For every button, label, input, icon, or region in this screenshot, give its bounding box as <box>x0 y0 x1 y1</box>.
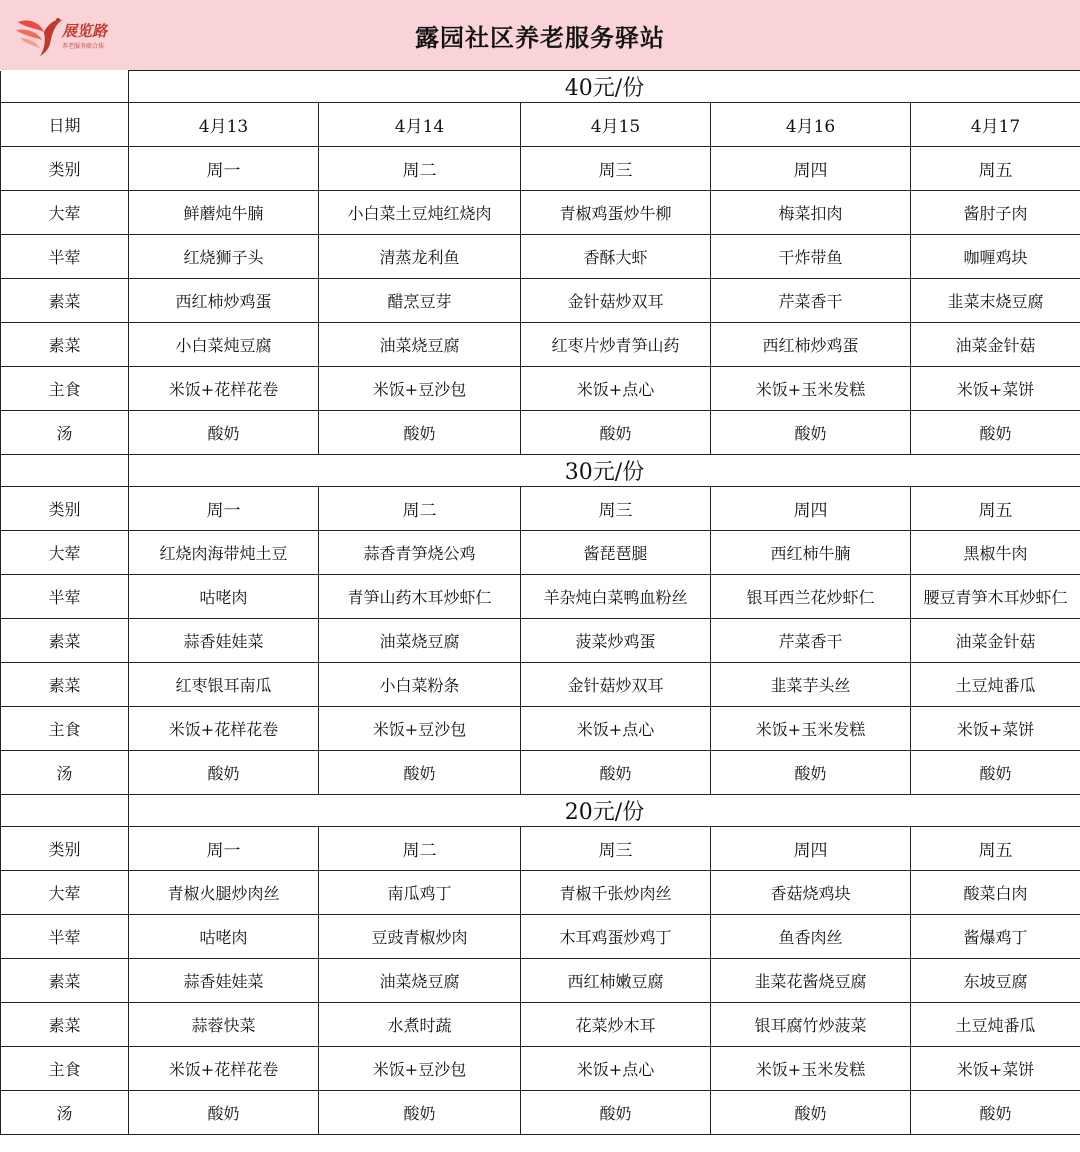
dish-cell: 米饭+点心 <box>521 1047 711 1091</box>
date-cell: 4月16 <box>711 103 911 147</box>
dish-cell: 米饭+玉米发糕 <box>711 707 911 751</box>
table-row <box>1 575 1080 619</box>
dish-cell: 米饭+菜饼 <box>911 707 1080 751</box>
table-row <box>1 1047 1080 1091</box>
table-row <box>1 279 1080 323</box>
dish-cell: 酸奶 <box>129 751 319 795</box>
dish-cell: 西红柿炒鸡蛋 <box>711 323 911 367</box>
phoenix-logo-icon <box>14 10 66 60</box>
dish-cell: 花菜炒木耳 <box>521 1003 711 1047</box>
dish-cell: 酸奶 <box>911 1091 1080 1135</box>
dish-cell: 西红柿牛腩 <box>711 531 911 575</box>
row-label: 大荤 <box>1 871 129 915</box>
row-label: 素菜 <box>1 959 129 1003</box>
dish-cell: 酸奶 <box>319 411 521 455</box>
dish-cell: 酱爆鸡丁 <box>911 915 1080 959</box>
table-row <box>1 915 1080 959</box>
date-cell: 4月13 <box>129 103 319 147</box>
dish-cell: 西红柿嫩豆腐 <box>521 959 711 1003</box>
dish-cell: 米饭+玉米发糕 <box>711 1047 911 1091</box>
dish-cell: 油菜烧豆腐 <box>319 323 521 367</box>
table-row <box>1 367 1080 411</box>
row-label: 素菜 <box>1 279 129 323</box>
row-label: 素菜 <box>1 619 129 663</box>
dish-cell: 米饭+花样花卷 <box>129 1047 319 1091</box>
row-label: 半荤 <box>1 915 129 959</box>
dish-cell: 红烧肉海带炖土豆 <box>129 531 319 575</box>
dish-cell: 羊杂炖白菜鸭血粉丝 <box>521 575 711 619</box>
weekday-cell: 周二 <box>319 827 521 871</box>
dish-cell: 蒜蓉快菜 <box>129 1003 319 1047</box>
dish-cell: 蒜香娃娃菜 <box>129 619 319 663</box>
dish-cell: 韭菜花酱烧豆腐 <box>711 959 911 1003</box>
page-header <box>0 0 1080 70</box>
table-row <box>1 619 1080 663</box>
dish-cell: 韭菜末烧豆腐 <box>911 279 1080 323</box>
dish-cell: 土豆炖番瓜 <box>911 663 1080 707</box>
weekday-cell: 周五 <box>911 487 1080 531</box>
table-row <box>1 323 1080 367</box>
weekday-cell: 周二 <box>319 487 521 531</box>
dish-cell: 青椒鸡蛋炒牛柳 <box>521 191 711 235</box>
dish-cell: 米饭+花样花卷 <box>129 707 319 751</box>
dish-cell: 酱肘子肉 <box>911 191 1080 235</box>
dish-cell: 米饭+点心 <box>521 367 711 411</box>
weekday-cell: 周四 <box>711 147 911 191</box>
dish-cell: 土豆炖番瓜 <box>911 1003 1080 1047</box>
logo-name: 展览路 <box>62 22 108 40</box>
dish-cell: 水煮时蔬 <box>319 1003 521 1047</box>
dish-cell: 酸奶 <box>911 751 1080 795</box>
dish-cell: 清蒸龙利鱼 <box>319 235 521 279</box>
table-row <box>1 1003 1080 1047</box>
dish-cell: 酸奶 <box>129 411 319 455</box>
logo-subtitle: 养老服务联合体 <box>62 43 105 50</box>
date-cell: 4月17 <box>911 103 1080 147</box>
dish-cell: 东坡豆腐 <box>911 959 1080 1003</box>
dish-cell: 韭菜芋头丝 <box>711 663 911 707</box>
dish-cell: 米饭+花样花卷 <box>129 367 319 411</box>
dish-cell: 青椒火腿炒肉丝 <box>129 871 319 915</box>
dish-cell: 咖喱鸡块 <box>911 235 1080 279</box>
page-title: 露园社区养老服务驿站 <box>415 23 665 52</box>
section-price: 20元/份 <box>129 795 1080 827</box>
row-label: 类别 <box>1 827 129 871</box>
dish-cell: 酸奶 <box>129 1091 319 1135</box>
table-row <box>1 959 1080 1003</box>
dish-cell: 西红柿炒鸡蛋 <box>129 279 319 323</box>
price-row <box>1 71 1080 103</box>
dish-cell: 酸奶 <box>521 751 711 795</box>
weekday-cell: 周五 <box>911 147 1080 191</box>
dates-row <box>1 103 1080 147</box>
row-label: 主食 <box>1 707 129 751</box>
table-row <box>1 191 1080 235</box>
weekday-cell: 周三 <box>521 487 711 531</box>
dish-cell: 红枣片炒青笋山药 <box>521 323 711 367</box>
dish-cell: 米饭+点心 <box>521 707 711 751</box>
weekday-cell: 周一 <box>129 827 319 871</box>
dish-cell: 米饭+豆沙包 <box>319 707 521 751</box>
date-cell: 4月15 <box>521 103 711 147</box>
table-row <box>1 235 1080 279</box>
dish-cell: 鲜蘑炖牛腩 <box>129 191 319 235</box>
table-row <box>1 663 1080 707</box>
weekday-cell: 周四 <box>711 487 911 531</box>
price-row <box>1 455 1080 487</box>
row-label: 素菜 <box>1 663 129 707</box>
logo <box>14 10 124 60</box>
section-price: 40元/份 <box>129 71 1080 103</box>
weekday-cell: 周三 <box>521 147 711 191</box>
table-row <box>1 1091 1080 1135</box>
dish-cell: 鱼香肉丝 <box>711 915 911 959</box>
row-label: 类别 <box>1 147 129 191</box>
price-row-blank <box>1 795 129 827</box>
weekday-cell: 周四 <box>711 827 911 871</box>
weekday-cell: 周一 <box>129 487 319 531</box>
weekday-cell: 周二 <box>319 147 521 191</box>
dish-cell: 黑椒牛肉 <box>911 531 1080 575</box>
row-label: 汤 <box>1 751 129 795</box>
dish-cell: 酸菜白肉 <box>911 871 1080 915</box>
row-label: 日期 <box>1 103 129 147</box>
dish-cell: 酸奶 <box>319 1091 521 1135</box>
dish-cell: 酸奶 <box>711 411 911 455</box>
dish-cell: 米饭+菜饼 <box>911 367 1080 411</box>
dish-cell: 油菜烧豆腐 <box>319 959 521 1003</box>
dish-cell: 米饭+玉米发糕 <box>711 367 911 411</box>
table-row <box>1 751 1080 795</box>
dish-cell: 香菇烧鸡块 <box>711 871 911 915</box>
dish-cell: 米饭+豆沙包 <box>319 1047 521 1091</box>
dish-cell: 咕咾肉 <box>129 915 319 959</box>
row-label: 汤 <box>1 1091 129 1135</box>
row-label: 素菜 <box>1 323 129 367</box>
menu-table <box>0 70 1080 1135</box>
price-row-blank <box>1 71 129 103</box>
dish-cell: 红枣银耳南瓜 <box>129 663 319 707</box>
weekday-cell: 周一 <box>129 147 319 191</box>
dish-cell: 油菜金针菇 <box>911 619 1080 663</box>
dish-cell: 米饭+豆沙包 <box>319 367 521 411</box>
table-row <box>1 871 1080 915</box>
dish-cell: 银耳西兰花炒虾仁 <box>711 575 911 619</box>
dish-cell: 金针菇炒双耳 <box>521 663 711 707</box>
row-label: 主食 <box>1 1047 129 1091</box>
dish-cell: 酸奶 <box>521 411 711 455</box>
row-label: 类别 <box>1 487 129 531</box>
dish-cell: 酸奶 <box>911 411 1080 455</box>
table-row <box>1 827 1080 871</box>
dish-cell: 酸奶 <box>319 751 521 795</box>
dish-cell: 青笋山药木耳炒虾仁 <box>319 575 521 619</box>
dish-cell: 咕咾肉 <box>129 575 319 619</box>
row-label: 素菜 <box>1 1003 129 1047</box>
table-row <box>1 147 1080 191</box>
dish-cell: 芹菜香干 <box>711 619 911 663</box>
dish-cell: 小白菜粉条 <box>319 663 521 707</box>
table-row <box>1 487 1080 531</box>
dish-cell: 醋烹豆芽 <box>319 279 521 323</box>
row-label: 主食 <box>1 367 129 411</box>
dish-cell: 青椒千张炒肉丝 <box>521 871 711 915</box>
dish-cell: 腰豆青笋木耳炒虾仁 <box>911 575 1080 619</box>
dish-cell: 香酥大虾 <box>521 235 711 279</box>
dish-cell: 小白菜炖豆腐 <box>129 323 319 367</box>
dish-cell: 木耳鸡蛋炒鸡丁 <box>521 915 711 959</box>
dish-cell: 豆豉青椒炒肉 <box>319 915 521 959</box>
table-row <box>1 411 1080 455</box>
dish-cell: 梅菜扣肉 <box>711 191 911 235</box>
weekday-cell: 周三 <box>521 827 711 871</box>
row-label: 半荤 <box>1 575 129 619</box>
weekday-cell: 周五 <box>911 827 1080 871</box>
dish-cell: 油菜烧豆腐 <box>319 619 521 663</box>
dish-cell: 银耳腐竹炒菠菜 <box>711 1003 911 1047</box>
dish-cell: 干炸带鱼 <box>711 235 911 279</box>
table-row <box>1 531 1080 575</box>
dish-cell: 油菜金针菇 <box>911 323 1080 367</box>
date-cell: 4月14 <box>319 103 521 147</box>
table-row <box>1 707 1080 751</box>
dish-cell: 菠菜炒鸡蛋 <box>521 619 711 663</box>
row-label: 汤 <box>1 411 129 455</box>
section-price: 30元/份 <box>129 455 1080 487</box>
row-label: 半荤 <box>1 235 129 279</box>
dish-cell: 酱琵琶腿 <box>521 531 711 575</box>
row-label: 大荤 <box>1 531 129 575</box>
row-label: 大荤 <box>1 191 129 235</box>
price-row-blank <box>1 455 129 487</box>
dish-cell: 蒜香青笋烧公鸡 <box>319 531 521 575</box>
dish-cell: 酸奶 <box>711 751 911 795</box>
dish-cell: 芹菜香干 <box>711 279 911 323</box>
dish-cell: 蒜香娃娃菜 <box>129 959 319 1003</box>
dish-cell: 红烧狮子头 <box>129 235 319 279</box>
dish-cell: 南瓜鸡丁 <box>319 871 521 915</box>
dish-cell: 酸奶 <box>521 1091 711 1135</box>
dish-cell: 酸奶 <box>711 1091 911 1135</box>
dish-cell: 金针菇炒双耳 <box>521 279 711 323</box>
price-row <box>1 795 1080 827</box>
dish-cell: 小白菜土豆炖红烧肉 <box>319 191 521 235</box>
dish-cell: 米饭+菜饼 <box>911 1047 1080 1091</box>
